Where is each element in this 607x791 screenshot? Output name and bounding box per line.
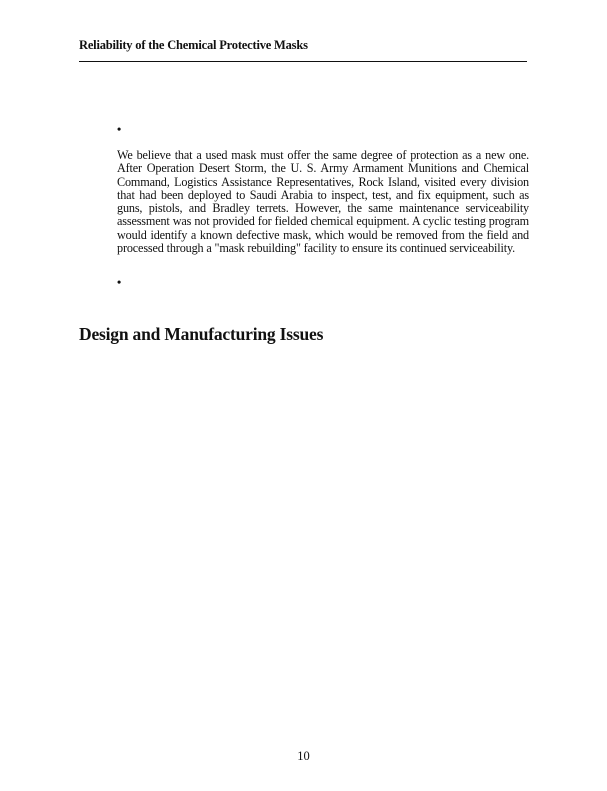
page-number: 10	[297, 749, 310, 763]
body-paragraph: We believe that a used mask must offer the same degree of protection as a new one. After Operation Desert Storm, the U. S. Army Armament Munitions and Chemical Command, Logistics Assistance Representatives, Rock Island, visited every division that had been deployed to Saudi Arabia to inspect, test, and fix equipment, such as guns, pistols, and Bradley terrets. However, the same maintenance serviceability assessment was not provided for fielded chemical equipment. A cyclic testing program would identify a known defective mask, which would be removed from the field and processed through a "mask rebuilding" facility to ensure its continued serviceability.	[117, 148, 529, 256]
header-rule	[79, 61, 527, 62]
bullet-marker-bottom: •	[117, 275, 122, 289]
section-heading: Design and Manufacturing Issues	[79, 324, 324, 344]
bullet-marker-top: •	[117, 122, 122, 136]
running-header-title: Reliability of the Chemical Protective Masks	[79, 38, 308, 52]
